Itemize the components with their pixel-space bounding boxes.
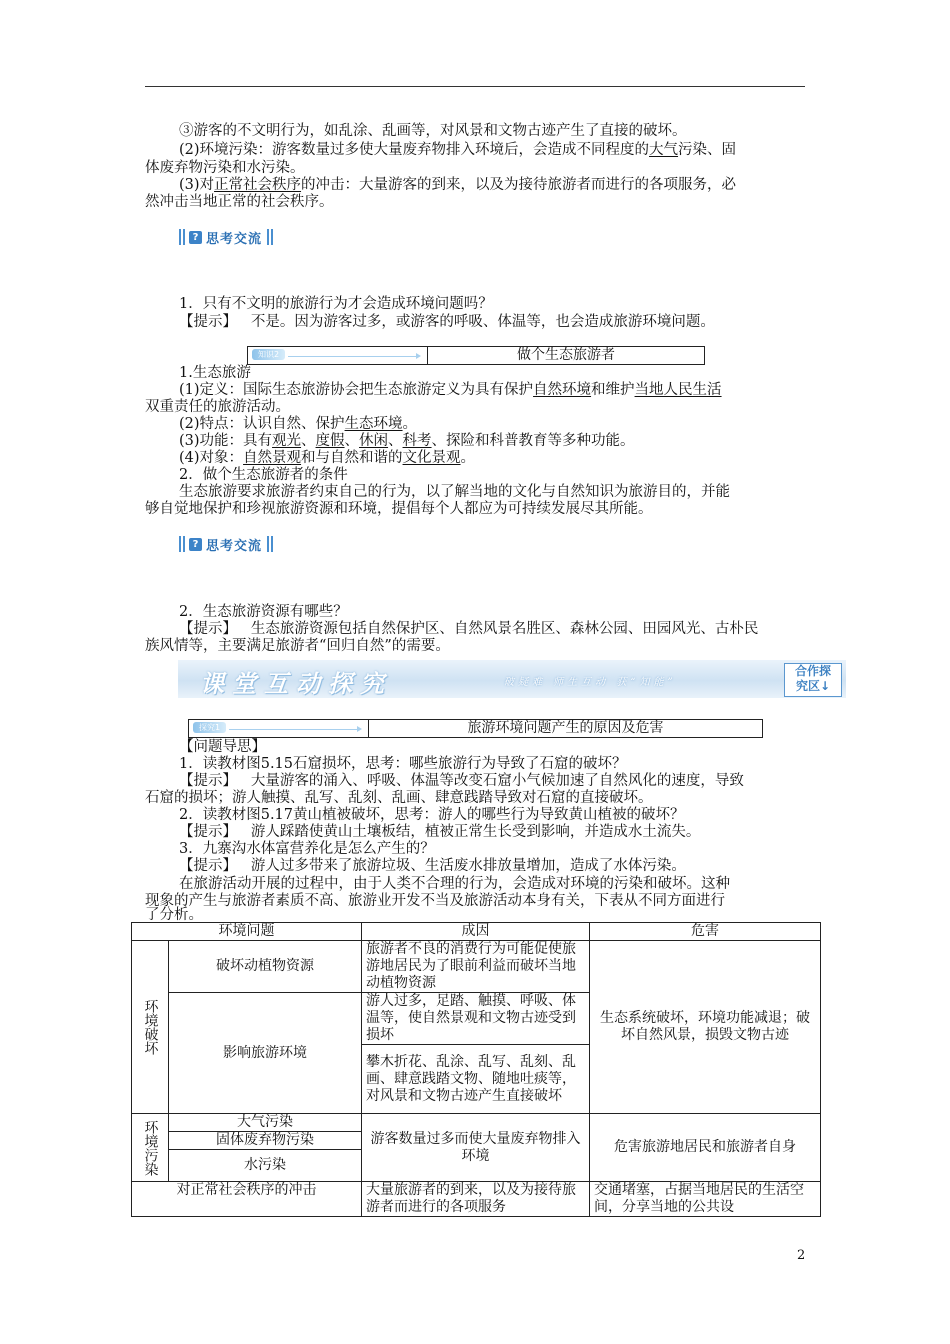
eco-objects: (4)对象：自然景观和与自然和谐的文化景观。 xyxy=(179,450,476,466)
arrow-icon xyxy=(288,356,417,357)
classroom-banner xyxy=(178,660,846,698)
table-cell: 游客数量过多而使大量废弃物排入环境 xyxy=(362,1114,590,1182)
table-cell: 交通堵塞，占据当地居民的生活空间，分享当地的公共设 xyxy=(590,1182,821,1217)
table-cell: 对正常社会秩序的冲击 xyxy=(132,1182,362,1217)
think-exchange-label: ? 思考交流 xyxy=(178,535,274,553)
question-icon: ? xyxy=(189,538,202,551)
arrow-icon xyxy=(229,729,358,730)
guide-paragraph: 在旅游活动开展的过程中，由于人类不合理的行为，会造成对环境的污染和破坏。这种 xyxy=(179,876,730,892)
guide-q1: 1．读教材图5.15石窟损坏，思考：哪些旅游行为导致了石窟的破坏？ xyxy=(179,756,627,772)
table-row xyxy=(132,1182,821,1217)
text-line: 体废弃物污染和水污染。 xyxy=(145,160,305,176)
page-number: 2 xyxy=(797,1248,806,1263)
badge-line: 究区↓ xyxy=(795,679,831,693)
think-exchange-label: ? 思考交流 xyxy=(178,228,274,246)
table-cell: 固体废弃物污染 xyxy=(169,1132,362,1150)
destroy-label: 环境破坏 xyxy=(132,941,169,1114)
table-cell: 攀木折花、乱涂、乱写、乱刻、乱画、肆意践踏文物、随地吐痰等，对风景和文物古迹产生直接破坏 xyxy=(362,1045,590,1114)
table-header: 危害 xyxy=(590,923,821,941)
eco-conditions-cont: 够自觉地保护和珍视旅游资源和环境，提倡每个人都应为可持续发展尽其所能。 xyxy=(145,501,653,517)
guide-heading: 【问题导思】 xyxy=(179,739,266,755)
question-1: 1．只有不文明的旅游行为才会造成环境问题吗？ xyxy=(179,296,493,312)
eco-conditions: 生态旅游要求旅游者约束自己的行为，以了解当地的文化与自然知识为旅游目的，并能 xyxy=(179,484,730,500)
eco-conditions-heading: 2．做个生态旅游者的条件 xyxy=(179,467,348,483)
table-row xyxy=(132,941,821,993)
eco-definition-cont: 双重责任的旅游活动。 xyxy=(145,399,290,415)
knowledge-2-heading xyxy=(247,346,705,365)
explore-1-title: 旅游环境问题产生的原因及危害 xyxy=(467,720,664,736)
badge-line: 合作探 xyxy=(794,664,831,678)
guide-paragraph-cont: 现象的产生与旅游者素质不高、旅游业开发不当及旅游活动本身有关，下表从不同方面进行 xyxy=(145,893,725,909)
table-header: 环境问题 xyxy=(132,923,362,941)
explore-1-heading xyxy=(188,719,763,738)
table-cell: 游人过多，足踏、触摸、呼吸、体温等，使自然景观和文物古迹受到损坏 xyxy=(362,993,590,1045)
question-2: 2．生态旅游资源有哪些？ xyxy=(179,604,348,620)
table-header: 成因 xyxy=(362,923,590,941)
table-cell: 生态系统破坏，环境功能减退；破坏自然风景，损毁文物古迹 xyxy=(590,941,821,1114)
cooperation-badge xyxy=(784,663,842,697)
table-cell: 破坏动植物资源 xyxy=(169,941,362,993)
eco-definition: (1)定义：国际生态旅游协会把生态旅游定义为具有保护自然环境和维护当地人民生活 xyxy=(179,382,722,398)
table-cell: 水污染 xyxy=(169,1150,362,1182)
table-cell: 大量旅游者的到来，以及为接待旅游者而进行的各项服务 xyxy=(362,1182,590,1217)
banner-title: 课堂互动探究 xyxy=(200,669,392,698)
header-rule xyxy=(145,86,805,87)
guide-a1: 【提示】 大量游客的涌入、呼吸、体温等改变石窟小气候加速了自然风化的速度，导致 xyxy=(179,773,744,789)
hint-2: 【提示】 生态旅游资源包括自然保护区、自然风景名胜区、森林公园、田园风光、古朴民 xyxy=(179,621,759,637)
eco-functions: (3)功能：具有观光、度假、休闲、科考、探险和科普教育等多种功能。 xyxy=(179,433,635,449)
guide-a1-cont: 石窟的损坏；游人触摸、乱写、乱刻、乱画、肆意践踏导致对石窟的直接破坏。 xyxy=(145,790,653,806)
guide-q2: 2．读教材图5.17黄山植被破坏，思考：游人的哪些行为导致黄山植被的破坏？ xyxy=(179,807,685,823)
knowledge-2-title: 做个生态旅游者 xyxy=(517,347,615,363)
text-line: ③游客的不文明行为，如乱涂、乱画等，对风景和文物古迹产生了直接的破坏。 xyxy=(179,123,687,139)
table-cell: 影响旅游环境 xyxy=(169,993,362,1114)
table-header-row xyxy=(132,923,821,941)
table-cell: 危害旅游地居民和旅游者自身 xyxy=(590,1114,821,1182)
hint-1: 【提示】 不是。因为游客过多，或游客的呼吸、体温等，也会造成旅游环境问题。 xyxy=(179,314,715,330)
text-line: 然冲击当地正常的社会秩序。 xyxy=(145,194,334,210)
eco-features: (2)特点：认识自然、保护生态环境。 xyxy=(179,416,418,432)
guide-a3: 【提示】 游人过多带来了旅游垃圾、生活废水排放量增加，造成了水体污染。 xyxy=(179,858,686,874)
eco-heading: 1.生态旅游 xyxy=(179,365,251,381)
text-line: (2)环境污染：游客数量过多使大量废弃物排入环境后，会造成不同程度的大气污染、固 xyxy=(179,142,737,158)
environment-problems-table xyxy=(131,922,821,1217)
text-line: (3)对正常社会秩序的冲击：大量游客的到来，以及为接待旅游者而进行的各项服务，必 xyxy=(179,177,737,193)
knowledge-2-tag: 知识2 xyxy=(252,349,285,360)
guide-q3: 3．九寨沟水体富营养化是怎么产生的？ xyxy=(179,841,435,857)
explore-1-tag: 探究1 xyxy=(193,722,226,733)
pollution-label: 环境污染 xyxy=(132,1114,169,1182)
table-cell: 大气污染 xyxy=(169,1114,362,1132)
table-row xyxy=(132,1114,821,1132)
down-arrow-icon: ↓ xyxy=(819,679,831,693)
banner-slogan: 破疑难 师生互动 获“知能” xyxy=(504,677,677,688)
table-cell: 旅游者不良的消费行为可能促使旅游地居民为了眼前利益而破坏当地动植物资源 xyxy=(362,941,590,993)
hint-2-cont: 族风情等，主要满足旅游者“回归自然”的需要。 xyxy=(145,638,450,654)
guide-paragraph-cont: 了分析。 xyxy=(145,907,203,923)
question-icon: ? xyxy=(189,231,202,244)
guide-a2: 【提示】 游人踩踏使黄山土壤板结，植被正常生长受到影响，并造成水土流失。 xyxy=(179,824,701,840)
